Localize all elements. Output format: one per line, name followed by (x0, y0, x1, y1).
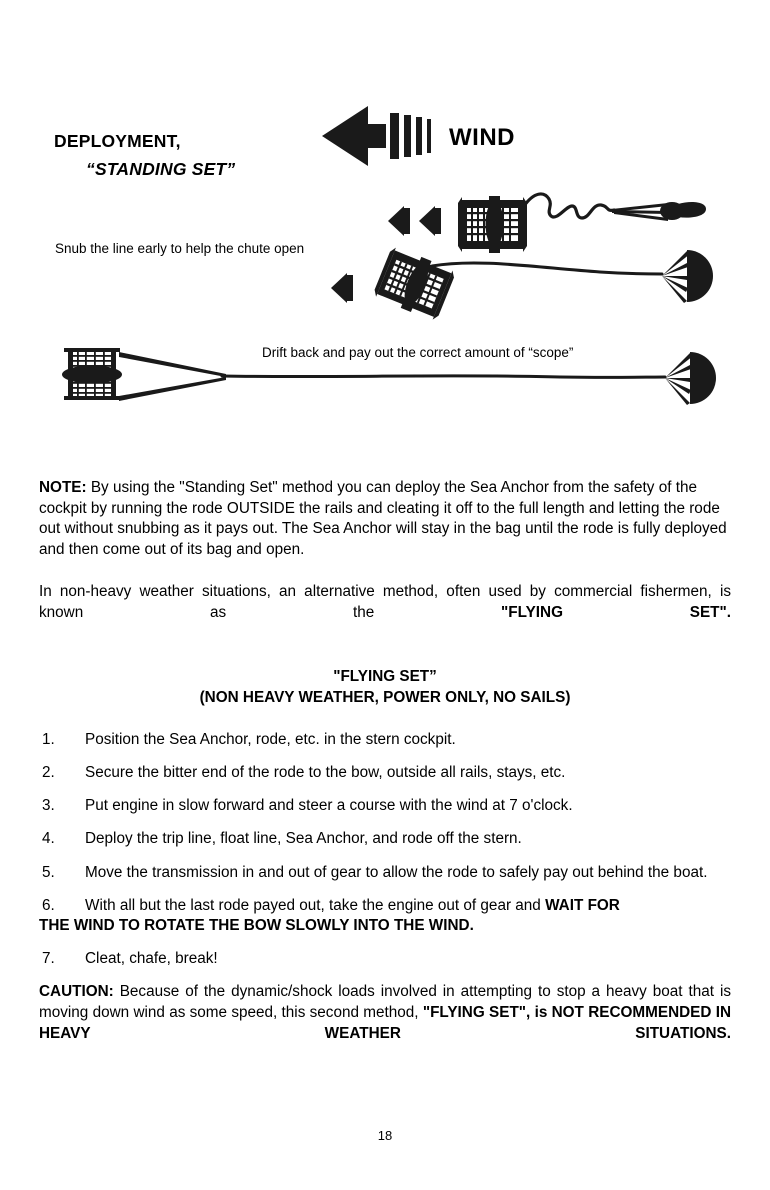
step-number: 3. (42, 797, 55, 815)
step-text: Move the transmission in and out of gear to allow the rode to safely pay out behind the boat. (85, 863, 708, 881)
note-text: By using the "Standing Set" method you can deploy the Sea Anchor from the safety of the cockpit by running the rode OUTSIDE the rails and cleating it off to the full length and letting the rode out without snubbing as it pays out. The Sea Anchor will stay in the bag until the rode is fully deployed and then come out of its bag and open. (39, 479, 727, 558)
boat-icon-row1 (458, 196, 527, 253)
step-text: Position the Sea Anchor, rode, etc. in the stern cockpit. (85, 731, 456, 749)
step-number: 4. (42, 830, 55, 848)
step-text: Cleat, chafe, break! (85, 950, 218, 968)
step-text: Put engine in slow forward and steer a course with the wind at 7 o'clock. (85, 797, 573, 815)
spacer (39, 644, 731, 666)
wind-arrow-icon (322, 106, 431, 166)
step-text: Deploy the trip line, float line, Sea Anchor, and rode off the stern. (85, 830, 522, 848)
list-item (39, 796, 731, 817)
rode-line-row2 (432, 263, 662, 274)
rode-line-row1 (524, 194, 614, 218)
list-item (39, 829, 731, 850)
caution-label: CAUTION: (39, 983, 114, 1001)
document-body (39, 478, 731, 1065)
page-number: 18 (377, 1128, 393, 1143)
step-bold-tail: WAIT FOR (545, 896, 620, 914)
step-number: 7. (42, 950, 55, 968)
spacer (39, 708, 731, 730)
sea-anchor-bag-icon (612, 202, 706, 221)
rode-line-row3 (222, 376, 665, 378)
list-item (39, 730, 731, 751)
alt-method-text: In non-heavy weather situations, an alternative method, often used by commercial fishermen, is known as the (39, 583, 731, 621)
flying-set-heading-line2: (NON HEAVY WEATHER, POWER ONLY, NO SAILS) (199, 689, 571, 707)
deployment-diagram (0, 0, 770, 440)
step-text: Secure the bitter end of the rode to the bow, outside all rails, stays, etc. (85, 764, 566, 782)
boat-icon-row3 (62, 348, 122, 400)
flying-set-heading (39, 666, 731, 708)
step-bold-continuation: THE WIND TO ROTATE THE BOW SLOWLY INTO THE WIND. (39, 917, 474, 935)
alt-method-bold: "FLYING SET". (501, 603, 732, 621)
alternative-method-paragraph (39, 582, 731, 644)
caution-paragraph (39, 982, 731, 1064)
list-item (39, 896, 731, 937)
note-paragraph (39, 478, 731, 560)
diagram-title-line2: “STANDING SET” (86, 159, 236, 179)
note-label: NOTE: (39, 479, 87, 496)
flying-set-heading-line1: "FLYING SET” (333, 668, 437, 686)
list-item (39, 863, 731, 884)
spacer (39, 560, 731, 582)
parachute-anchor-icon-row3 (665, 352, 716, 405)
parachute-anchor-icon-row2 (662, 250, 713, 303)
boat-icon-row2 (372, 245, 457, 322)
step-number: 6. (42, 896, 55, 914)
diagram-title-line1: DEPLOYMENT, (54, 131, 181, 151)
step-number: 5. (42, 863, 55, 881)
list-item (39, 949, 731, 970)
caution-text: Because of the dynamic/shock loads involved in attempting to stop a heavy boat that is moving down wind as some speed, this second method, (39, 983, 731, 1021)
diagram-artwork (0, 0, 770, 440)
wind-label: WIND (449, 124, 515, 151)
step-number: 1. (42, 731, 55, 749)
list-item (39, 763, 731, 784)
caption-snub-the-line: Snub the line early to help the chute open (55, 241, 305, 256)
flying-set-steps-list (39, 730, 731, 970)
wind-arrowhead-icon-1 (388, 206, 410, 236)
caption-drift-back: Drift back and pay out the correct amount of “scope” (262, 345, 574, 360)
wind-arrowhead-icon-2 (419, 206, 441, 236)
bridle-and-rode-row3 (119, 352, 226, 401)
step-number: 2. (42, 764, 55, 782)
caution-bold: "FLYING SET", is NOT RECOMMENDED IN HEAVY WEATHER SITUATIONS. (39, 1004, 731, 1042)
wind-arrowhead-icon-3 (331, 273, 353, 303)
step-text: With all but the last rode payed out, take the engine out of gear and (85, 896, 546, 914)
